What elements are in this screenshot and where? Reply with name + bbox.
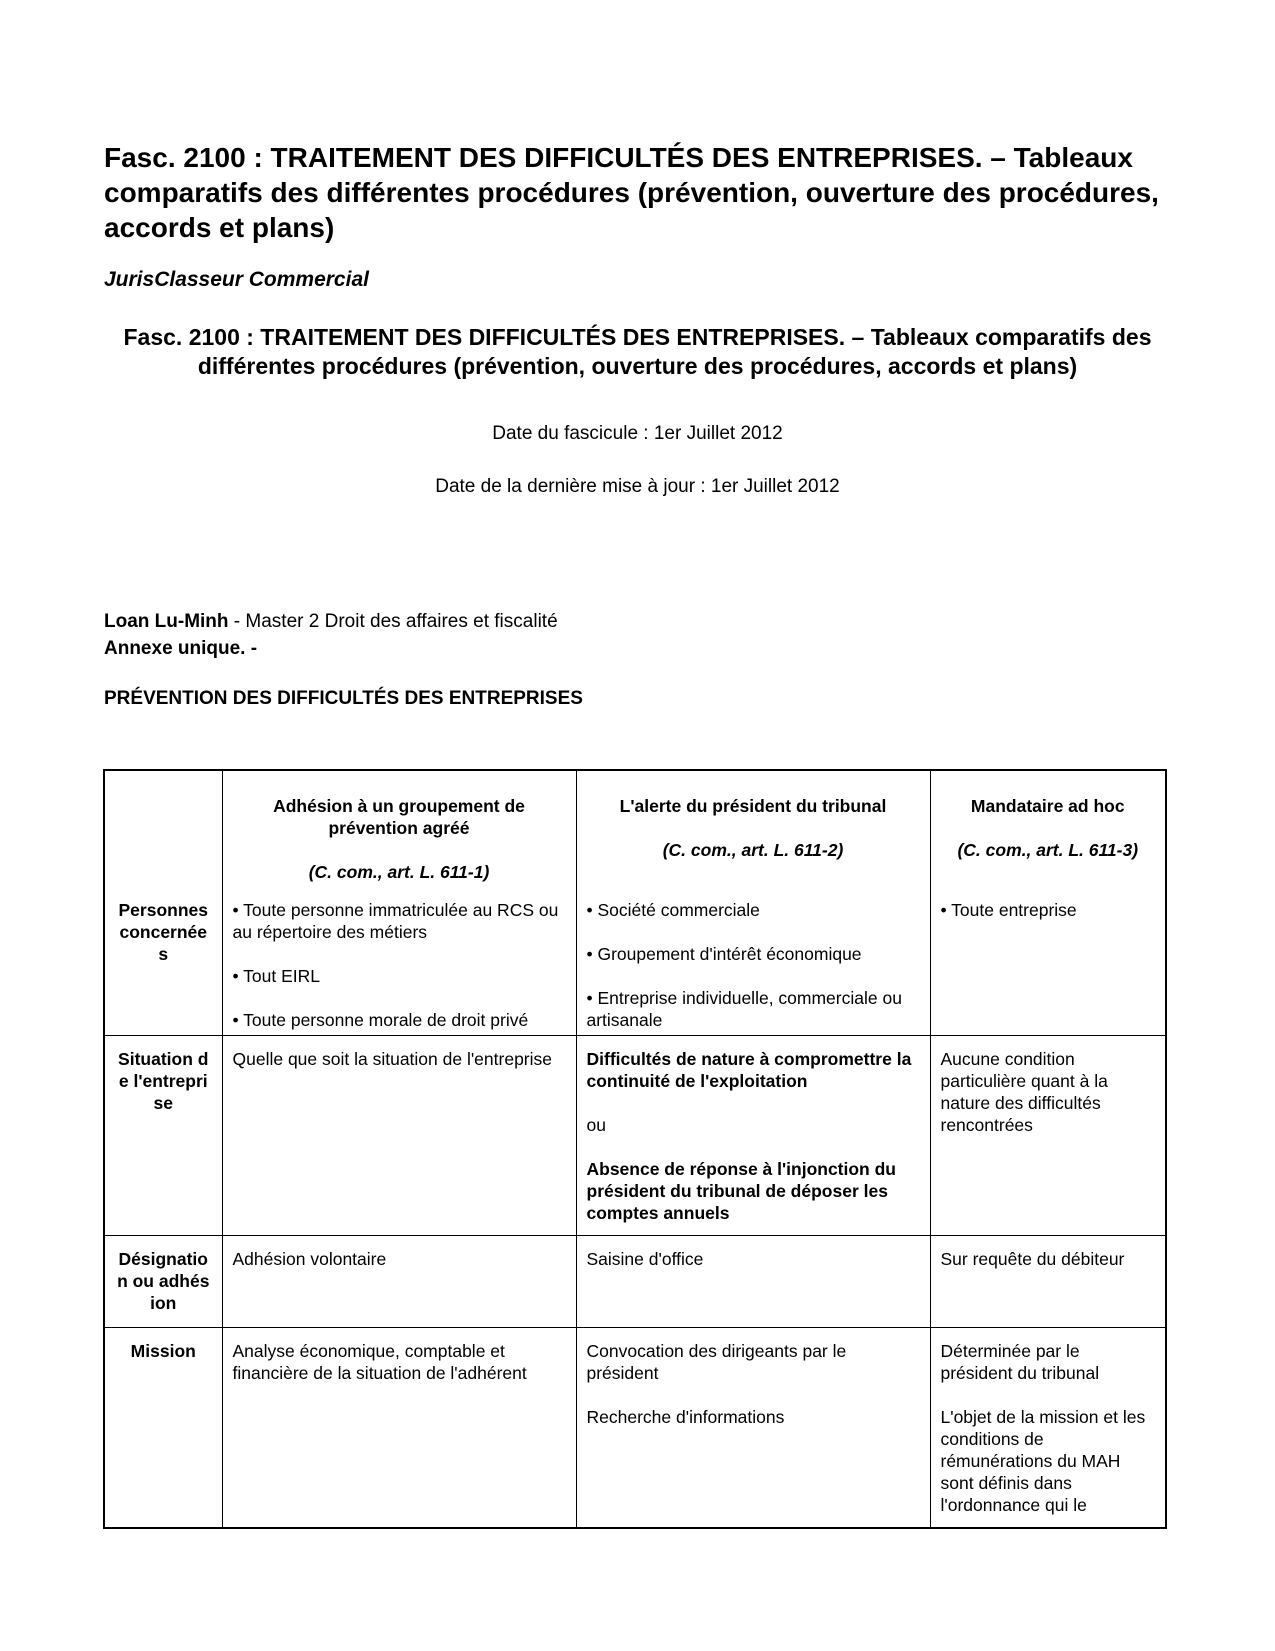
cell-item: Déterminée par le président du tribunal xyxy=(940,1341,1100,1383)
table-cell xyxy=(576,887,930,1036)
table-cell xyxy=(930,1236,1166,1328)
table-row xyxy=(104,1236,1166,1328)
cell-item: Quelle que soit la situation de l'entreprise xyxy=(232,1049,553,1069)
table-row xyxy=(104,1328,1166,1528)
table-cell xyxy=(930,1328,1166,1528)
table-cell xyxy=(576,1328,930,1528)
row-label: Mission xyxy=(104,1328,222,1528)
table-header-row xyxy=(104,770,1166,887)
cell-item: Convocation des dirigeants par le président xyxy=(586,1341,847,1383)
cell-item: Adhésion volontaire xyxy=(232,1249,387,1269)
cell-item: • Société commerciale xyxy=(586,900,760,920)
cell-item: Recherche d'informations xyxy=(586,1407,785,1427)
table-cell xyxy=(930,887,1166,1036)
header-cell-alerte xyxy=(576,770,930,887)
table-cell xyxy=(930,1036,1166,1236)
date-last-update: Date de la dernière mise à jour : 1er Juillet 2012 xyxy=(435,476,840,497)
table-row xyxy=(104,887,1166,1036)
cell-item: L'objet de la mission et les conditions de rémunérations du MAH sont définis dans l'ordonnance qui le xyxy=(940,1407,1146,1515)
author-line xyxy=(104,608,558,635)
table-cell xyxy=(222,887,576,1036)
header-cell-groupement xyxy=(222,770,576,887)
cell-item: • Entreprise individuelle, commerciale ou artisanale xyxy=(586,988,902,1030)
table-cell xyxy=(576,1036,930,1236)
cell-item: • Groupement d'intérêt économique xyxy=(586,944,862,964)
cell-item: • Toute personne morale de droit privé xyxy=(232,1010,529,1030)
cell-item: Aucune condition particulière quant à la nature des difficultés rencontrées xyxy=(940,1049,1108,1135)
cell-item: Absence de réponse à l'injonction du président du tribunal de déposer les comptes annuels xyxy=(586,1159,896,1223)
table-cell xyxy=(222,1328,576,1528)
author-block xyxy=(104,608,558,662)
table-row xyxy=(104,1036,1166,1236)
header-empty-cell xyxy=(104,770,222,887)
header-cell-mandataire xyxy=(930,770,1166,887)
cell-item: Sur requête du débiteur xyxy=(940,1249,1125,1269)
table-cell xyxy=(222,1236,576,1328)
header-reference: (C. com., art. L. 611-1) xyxy=(308,862,490,882)
author-name: Loan Lu-Minh xyxy=(104,611,229,632)
table-cell xyxy=(576,1236,930,1328)
annex-label: Annexe unique. - xyxy=(104,638,258,659)
cell-item: Analyse économique, comptable et financière de la situation de l'adhérent xyxy=(232,1341,527,1383)
cell-item: • Toute personne immatriculée au RCS ou au répertoire des métiers xyxy=(232,900,559,942)
row-label: Situation de l'entreprise xyxy=(104,1036,222,1236)
header-title: L'alerte du président du tribunal xyxy=(619,796,887,816)
section-heading: PRÉVENTION DES DIFFICULTÉS DES ENTREPRISES xyxy=(104,688,583,709)
cell-item: ou xyxy=(586,1115,606,1135)
row-label: Désignation ou adhésion xyxy=(104,1236,222,1328)
table-cell xyxy=(222,1036,576,1236)
cell-item: Saisine d'office xyxy=(586,1249,704,1269)
main-title: Fasc. 2100 : TRAITEMENT DES DIFFICULTÉS DES ENTREPRISES. – Tableaux comparatifs des différentes procédures (prévention, ouverture des procédures, accords et plans) xyxy=(104,142,1159,243)
header-title: Mandataire ad hoc xyxy=(970,796,1125,816)
comparison-table xyxy=(103,769,1167,1529)
cell-item: Difficultés de nature à compromettre la continuité de l'exploitation xyxy=(586,1049,912,1091)
cell-item: • Tout EIRL xyxy=(232,966,321,986)
header-reference: (C. com., art. L. 611-2) xyxy=(662,840,844,860)
header-title: Adhésion à un groupement de prévention agréé xyxy=(273,796,525,838)
author-role: - Master 2 Droit des affaires et fiscalité xyxy=(228,611,558,632)
row-label: Personnes concernées xyxy=(104,887,222,1036)
date-fascicule: Date du fascicule : 1er Juillet 2012 xyxy=(492,423,783,444)
header-reference: (C. com., art. L. 611-3) xyxy=(957,840,1139,860)
sub-title: Fasc. 2100 : TRAITEMENT DES DIFFICULTÉS DES ENTREPRISES. – Tableaux comparatifs des différentes procédures (prévention, ouverture des procédures, accords et plans) xyxy=(123,324,1152,379)
cell-item: • Toute entreprise xyxy=(940,900,1077,920)
publication-name: JurisClasseur Commercial xyxy=(104,268,369,291)
